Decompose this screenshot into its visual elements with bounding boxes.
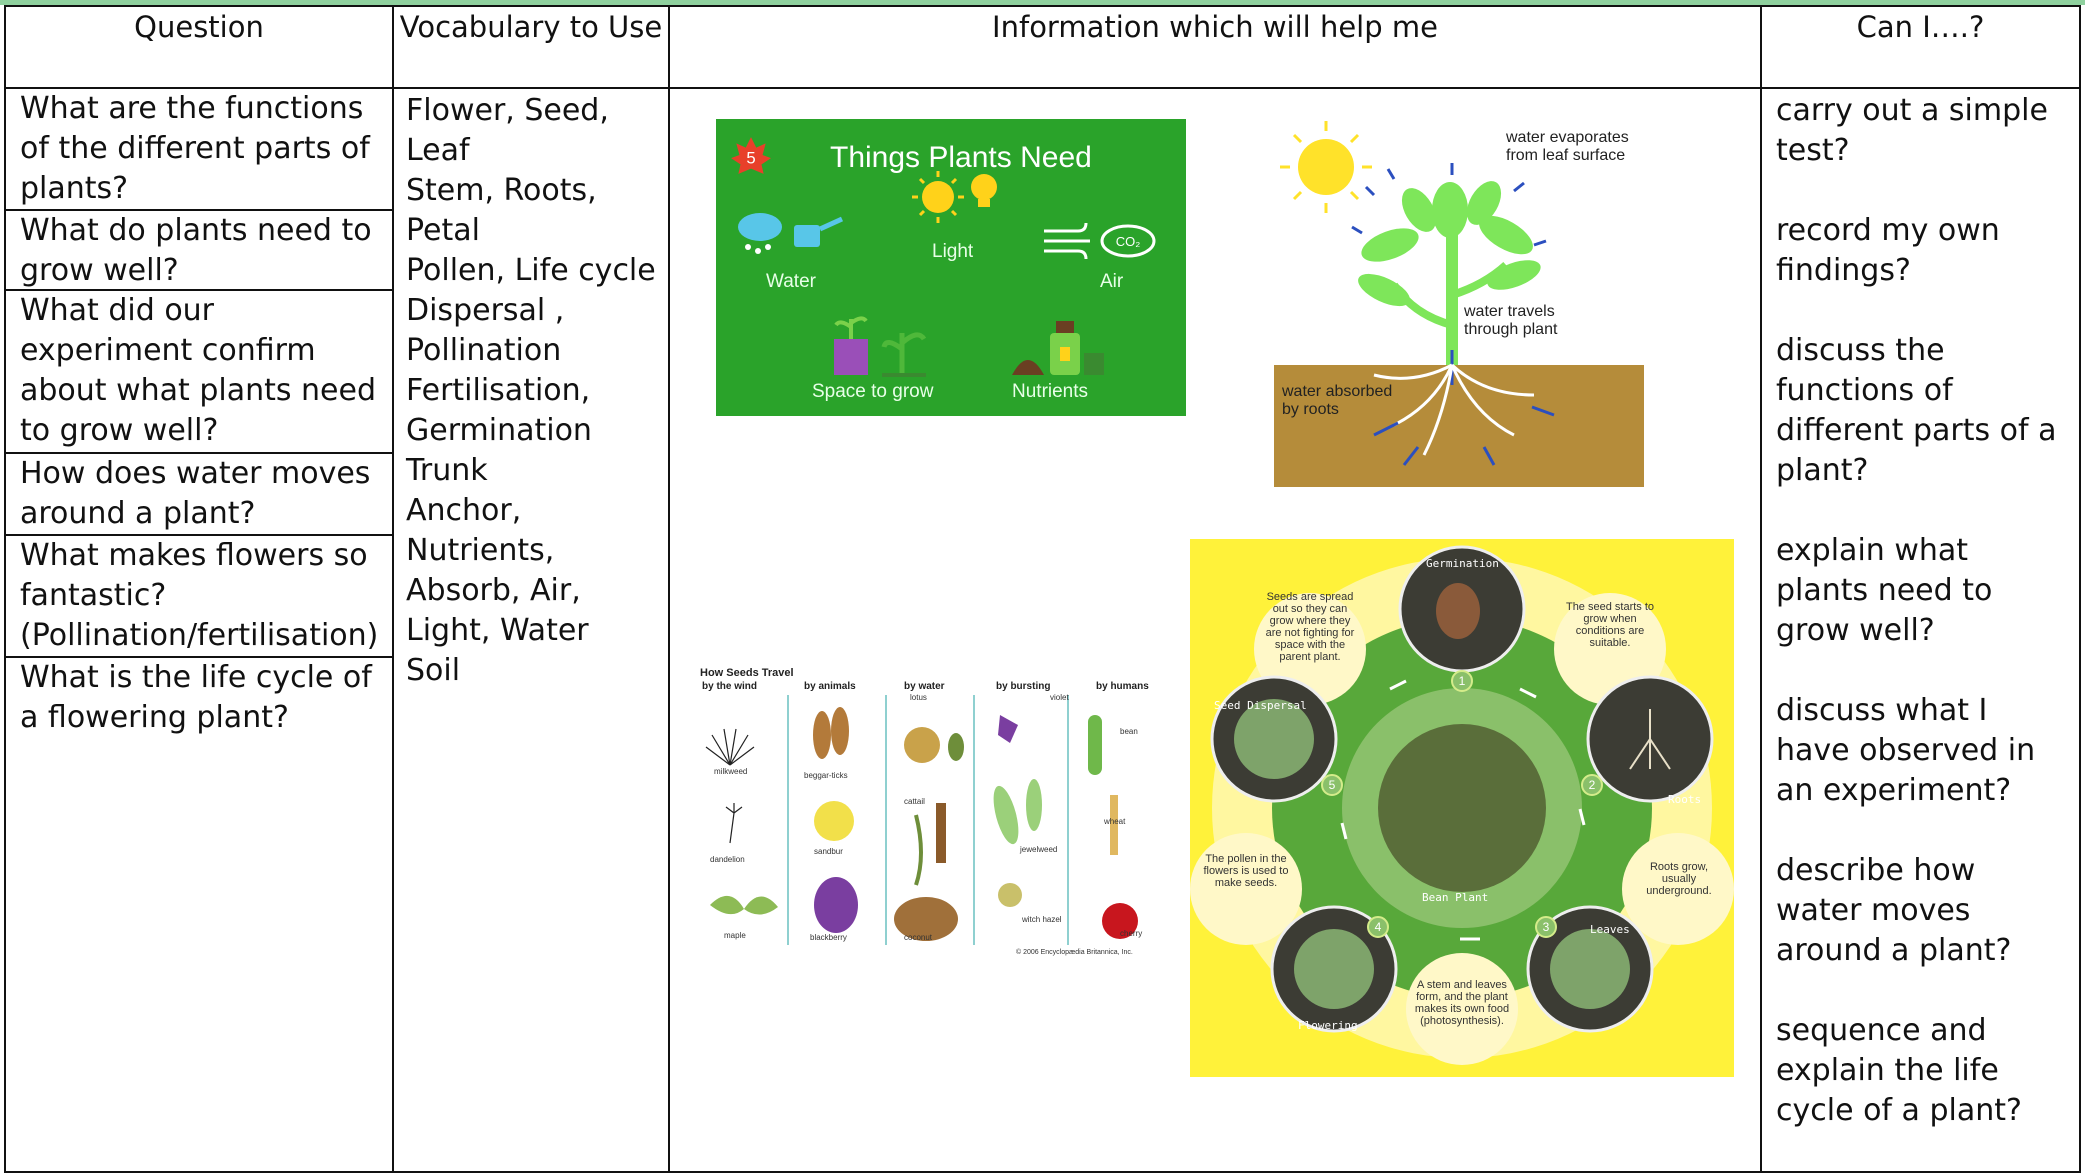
- can-i-item: discuss the functions of different parts of a plant?: [1776, 333, 2057, 488]
- roots-text: Roots grow, usually underground.: [1646, 861, 1712, 897]
- seeds-col-humans: by humans: [1096, 681, 1149, 692]
- step-1-number: 1: [1458, 674, 1466, 688]
- header-can-i: Can I….?: [1761, 6, 2080, 88]
- seeds-col-wind: by the wind: [702, 681, 757, 692]
- vocab-line: Stem, Roots,: [406, 173, 597, 208]
- header-row: [5, 6, 2080, 88]
- topic-organiser-table: [4, 5, 2081, 1173]
- header-vocabulary: Vocabulary to Use: [393, 6, 669, 88]
- vocab-line: Germination: [406, 413, 592, 448]
- needs-air-label: Air: [1100, 271, 1124, 292]
- air-icon: [1040, 217, 1164, 267]
- seed-label-blackberry: blackberry: [810, 933, 847, 942]
- step-3-number: 3: [1542, 920, 1550, 934]
- can-i-item: sequence and explain the life cycle of a plant?: [1776, 1013, 2022, 1128]
- seed-label-wheat: wheat: [1104, 817, 1126, 826]
- vocab-line: Nutrients,: [406, 533, 555, 568]
- vocab-line: Flower, Seed,: [406, 93, 609, 128]
- seeds-col-water: by water: [904, 681, 945, 692]
- question-item: What is the life cycle of a flowering plant?: [20, 660, 372, 735]
- seed-label-jewelweed: jewelweed: [1020, 845, 1058, 854]
- seed-label-coconut: coconut: [904, 933, 933, 942]
- question-item: What do plants need to grow well?: [6, 211, 392, 291]
- absorbed-label: water absorbed by roots: [1282, 383, 1393, 418]
- seeds-title: How Seeds Travel: [700, 667, 794, 679]
- evaporates-label: water evaporates from leaf surface: [1506, 129, 1629, 164]
- can-i-item: record my own findings?: [1776, 213, 2000, 288]
- needs-nutrients-label: Nutrients: [1012, 381, 1089, 402]
- needs-number: 5: [746, 148, 756, 168]
- needs-title: Things Plants Need: [830, 141, 1092, 174]
- things-plants-need-panel: [716, 119, 1186, 416]
- seed-label-milkweed: milkweed: [714, 767, 748, 776]
- seed-label-sandbur: sandbur: [814, 847, 843, 856]
- question-item: What makes flowers so fantastic? (Pollination/fertilisation): [6, 536, 392, 658]
- can-i-list: [1762, 89, 2079, 1131]
- can-i-cell: [1761, 88, 2080, 1172]
- info-area: [670, 89, 1760, 1119]
- germination-tag: Germination: [1426, 557, 1499, 570]
- seed-label-maple: maple: [724, 931, 746, 940]
- info-cell: [669, 88, 1761, 1172]
- light-icon: [902, 163, 1012, 233]
- question-list: [6, 89, 392, 1171]
- seed-label-witch-hazel: witch hazel: [1022, 915, 1062, 924]
- water-movement-diagram: [1274, 115, 1644, 487]
- step-2-number: 2: [1588, 778, 1596, 792]
- header-question: Question: [5, 6, 393, 88]
- nutrients-icon: [1008, 315, 1108, 379]
- can-i-item: describe how water moves around a plant?: [1776, 853, 2012, 968]
- seeds-col-bursting: by bursting: [996, 681, 1051, 692]
- header-information: Information which will help me: [669, 6, 1761, 88]
- roots-tag: Roots: [1668, 793, 1702, 806]
- how-seeds-travel-chart: [700, 667, 1160, 987]
- seeds-col-animals: by animals: [804, 681, 856, 692]
- vocab-line: Pollen, Life cycle: [406, 253, 656, 288]
- vocab-line: Leaf: [406, 133, 470, 168]
- can-i-item: discuss what I have observed in an experiment?: [1776, 693, 2036, 808]
- water-icon: [730, 207, 854, 265]
- seed-illustrations: [700, 695, 1160, 955]
- vocab-line: Trunk: [406, 453, 488, 488]
- needs-co2-label: CO₂: [1115, 234, 1141, 249]
- vocab-line: Pollination: [406, 333, 562, 368]
- vocab-cell: [393, 88, 669, 1172]
- vocab-line: Soil: [406, 653, 461, 688]
- seed-label-beggar-ticks: beggar-ticks: [804, 771, 848, 780]
- leaves-text: A stem and leaves form, and the plant makes its own food (photosynthesis).: [1414, 979, 1510, 1027]
- leaves-tag: Leaves: [1590, 923, 1630, 936]
- seed-label-lotus: lotus: [910, 693, 927, 702]
- vocab-line: Petal: [406, 213, 480, 248]
- vocab-line: Anchor,: [406, 493, 522, 528]
- vocab-line: Dispersal ,: [406, 293, 565, 328]
- vocab-list: [394, 89, 668, 691]
- flowering-text: The pollen in the flowers is used to make seeds.: [1203, 853, 1289, 889]
- flowering-tag: Flowering: [1298, 1019, 1358, 1032]
- question-item: What are the functions of the different parts of plants?: [6, 89, 392, 211]
- seed-label-cherry: cherry: [1120, 929, 1143, 938]
- needs-light-label: Light: [932, 241, 974, 262]
- bean-plant-tag: Bean Plant: [1422, 891, 1489, 904]
- seed-dispersal-tag: Seed Dispersal: [1214, 699, 1307, 712]
- question-cell: [5, 88, 393, 1172]
- plant-water-illustration: [1274, 115, 1644, 487]
- can-i-item: explain what plants need to grow well?: [1776, 533, 1993, 648]
- germination-text: The seed starts to grow when conditions are suitable.: [1565, 601, 1655, 649]
- seed-label-dandelion: dandelion: [710, 855, 745, 864]
- seeds-credit: © 2006 Encyclopædia Britannica, Inc.: [1016, 949, 1133, 956]
- can-i-item: carry out a simple test?: [1776, 93, 2048, 168]
- needs-space-label: Space to grow: [812, 381, 934, 402]
- question-item: What did our experiment confirm about what plants need to grow well?: [6, 291, 392, 454]
- vocab-line: Light, Water: [406, 613, 589, 648]
- seed-label-bean: bean: [1120, 727, 1138, 736]
- question-item: How does water moves around a plant?: [6, 454, 392, 536]
- seed-label-violet: violet: [1050, 693, 1069, 702]
- step-4-number: 4: [1374, 920, 1382, 934]
- vocab-line: Absorb, Air,: [406, 573, 581, 608]
- space-to-grow-icon: [828, 309, 938, 379]
- content-row: [5, 88, 2080, 1172]
- maple-leaf-icon: [730, 135, 772, 177]
- seed-dispersal-text: Seeds are spread out so they can grow where they are not fighting for space with the parent plant.: [1265, 591, 1355, 663]
- travels-label: water travels through plant: [1464, 303, 1558, 338]
- vocab-line: Fertilisation,: [406, 373, 591, 408]
- needs-water-label: Water: [766, 271, 816, 292]
- life-cycle-diagram: [1190, 539, 1734, 1077]
- seed-label-cattail: cattail: [904, 797, 925, 806]
- step-5-number: 5: [1328, 778, 1336, 792]
